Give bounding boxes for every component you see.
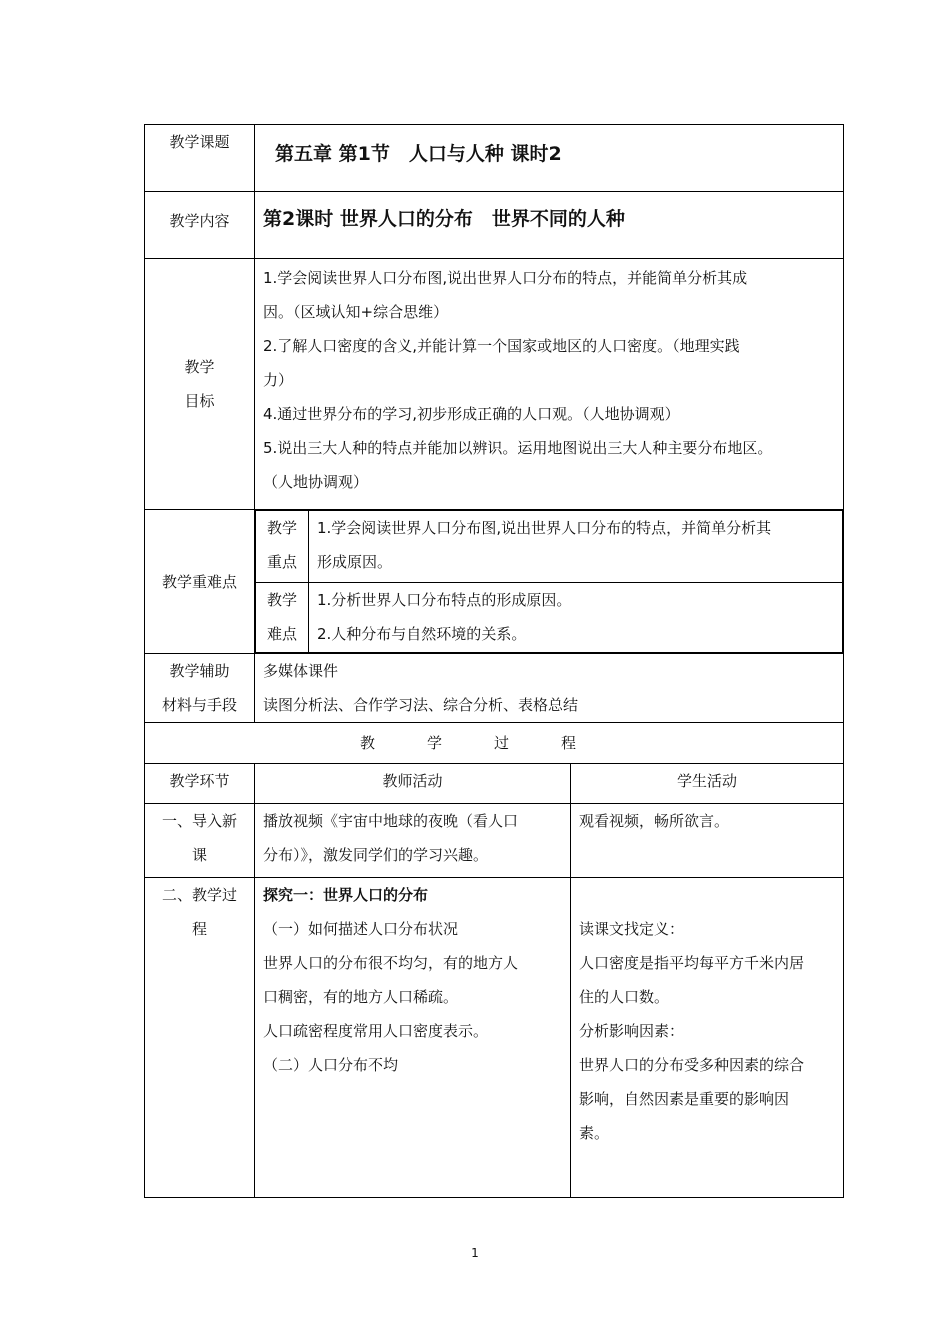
materials-row bbox=[145, 654, 844, 723]
topic-row bbox=[145, 125, 844, 192]
header-teacher: 教师活动 bbox=[255, 764, 571, 804]
inquiry-heading: 探究一：世界人口的分布 bbox=[263, 886, 429, 904]
process-title-row bbox=[145, 723, 844, 764]
header-stage: 教学环节 bbox=[145, 764, 255, 804]
goal-line: 力） bbox=[263, 371, 294, 389]
difficulty-content: 1.分析世界人口分布特点的形成原因。 2.人种分布与自然环境的关系。 bbox=[309, 583, 843, 653]
content-value: 第2课时 世界人口的分布 世界不同的人种 bbox=[263, 208, 625, 230]
goal-line: （人地协调观） bbox=[263, 473, 369, 491]
keypoints-label: 教学重难点 bbox=[145, 510, 255, 654]
keypoints-row bbox=[145, 510, 844, 654]
intro-row bbox=[145, 804, 844, 878]
difficulty-row bbox=[256, 583, 843, 653]
content-label: 教学内容 bbox=[145, 192, 255, 259]
keypoints-subtable bbox=[255, 510, 843, 653]
goals-content bbox=[255, 259, 844, 510]
focus-label: 教学 重点 bbox=[256, 511, 309, 583]
intro-stage: 一、导入新 课 bbox=[145, 804, 255, 878]
intro-teacher: 播放视频《宇宙中地球的夜晚（看人口 分布）》，激发同学们的学习兴趣。 bbox=[255, 804, 571, 878]
topic-label: 教学课题 bbox=[145, 125, 255, 192]
main-student: 读课文找定义： 人口密度是指平均每平方千米内居 住的人口数。 分析影响因素： 世界人口的分布受多种因素的综合 影响，自然因素是重要的影响因 素。 bbox=[571, 878, 844, 1198]
difficulty-label: 教学 难点 bbox=[256, 583, 309, 653]
goal-line: 因。（区域认知+综合思维） bbox=[263, 303, 449, 321]
topic-value: 第五章 第1节 人口与人种 课时2 bbox=[275, 143, 562, 165]
process-header-row bbox=[145, 764, 844, 804]
materials-content: 多媒体课件 读图分析法、合作学习法、综合分析、表格总结 bbox=[255, 654, 844, 723]
goal-line: 2.了解人口密度的含义,并能计算一个国家或地区的人口密度。（地理实践 bbox=[263, 337, 740, 355]
goal-line: 4.通过世界分布的学习,初步形成正确的人口观。（人地协调观） bbox=[263, 405, 680, 423]
main-process-row bbox=[145, 878, 844, 1198]
focus-row bbox=[256, 511, 843, 583]
focus-content: 1.学会阅读世界人口分布图,说出世界人口分布的特点，并简单分析其 形成原因。 bbox=[309, 511, 843, 583]
page-number: 1 bbox=[471, 1246, 479, 1260]
goals-label: 教学 目标 bbox=[145, 259, 255, 510]
main-stage: 二、教学过 程 bbox=[145, 878, 255, 1198]
lesson-plan-table bbox=[144, 124, 844, 1198]
materials-label: 教学辅助 材料与手段 bbox=[145, 654, 255, 723]
goal-line: 1.学会阅读世界人口分布图,说出世界人口分布的特点，并能简单分析其成 bbox=[263, 269, 748, 287]
main-teacher: 探究一：世界人口的分布 （一）如何描述人口分布状况 世界人口的分布很不均匀，有的地方人 口稠密，有的地方人口稀疏。 人口疏密程度常用人口密度表示。 （二）人口分布不均 bbox=[255, 878, 571, 1198]
header-student: 学生活动 bbox=[571, 764, 844, 804]
goals-row bbox=[145, 259, 844, 510]
intro-student: 观看视频，畅所欲言。 bbox=[571, 804, 844, 878]
goal-line: 5.说出三大人种的特点并能加以辨识。运用地图说出三大人种主要分布地区。 bbox=[263, 439, 773, 457]
content-row bbox=[145, 192, 844, 259]
process-title: 教学过程 bbox=[145, 723, 844, 764]
